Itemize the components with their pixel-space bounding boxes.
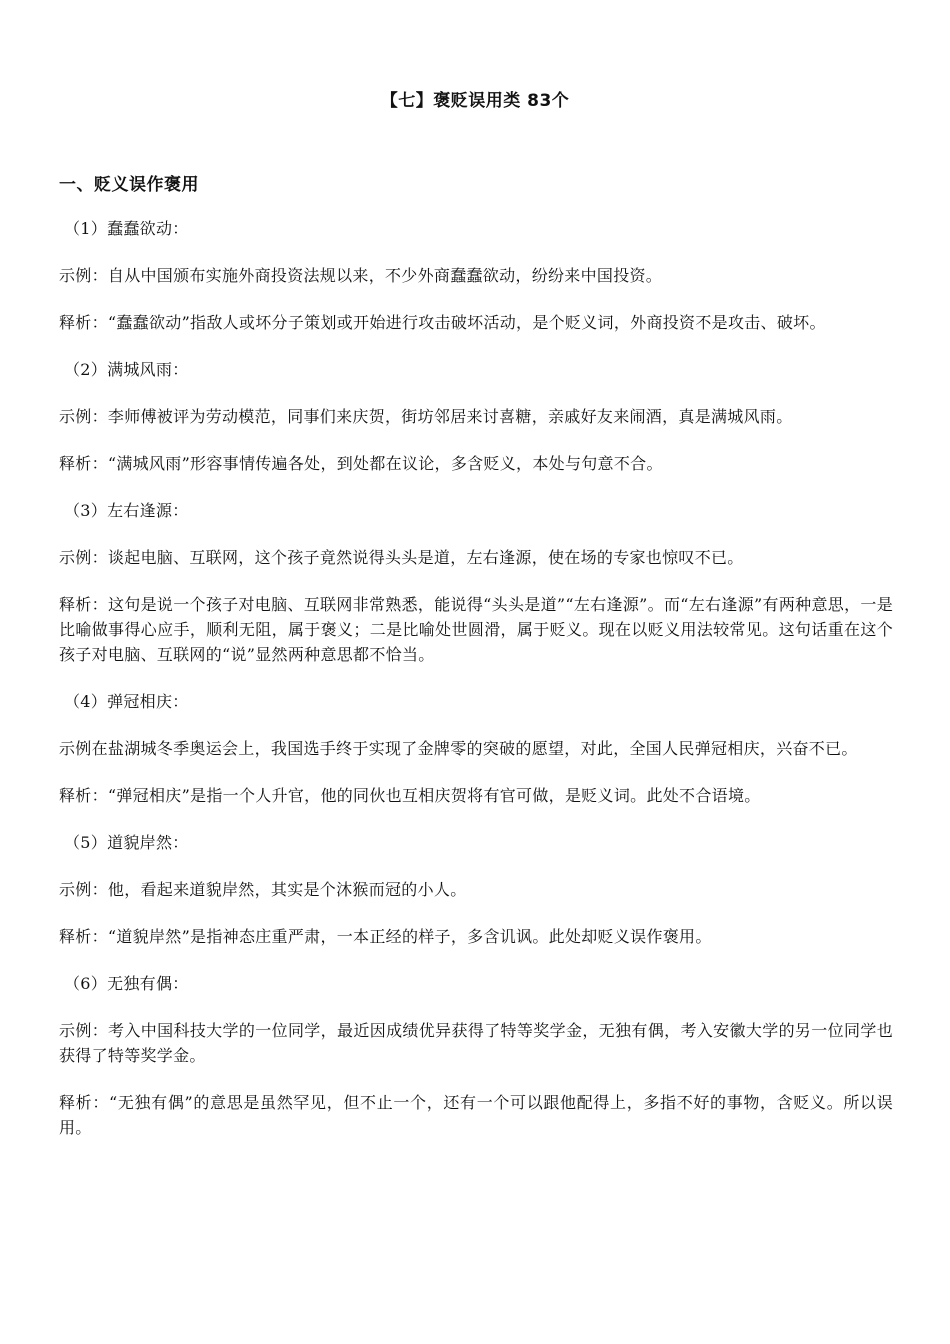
entry-5 bbox=[59, 830, 893, 949]
entry-example: 示例：李师傅被评为劳动模范，同事们来庆贺，街坊邻居来讨喜糖，亲戚好友来闹酒，真是满城风雨。 bbox=[59, 407, 793, 426]
entries-list bbox=[59, 216, 893, 1162]
entry-explanation: 释析：“蠢蠢欲动”指敌人或坏分子策划或开始进行攻击破坏活动，是个贬义词，外商投资不是攻击、破坏。 bbox=[59, 313, 826, 332]
entry-2 bbox=[59, 357, 893, 476]
entry-4 bbox=[59, 689, 893, 808]
entry-6 bbox=[59, 971, 893, 1140]
page-title: 【七】褒贬误用类 83个 bbox=[380, 91, 570, 111]
entry-explanation: 释析：“弹冠相庆”是指一个人升官，他的同伙也互相庆贺将有官可做，是贬义词。此处不合语境。 bbox=[59, 786, 761, 805]
entry-explanation: 释析：“满城风雨”形容事情传遍各处，到处都在议论，多含贬义，本处与句意不合。 bbox=[59, 454, 663, 473]
entry-explanation: 释析：“道貌岸然”是指神态庄重严肃，一本正经的样子，多含讥讽。此处却贬义误作褒用。 bbox=[59, 927, 712, 946]
entry-heading: （6）无独有偶： bbox=[64, 974, 189, 993]
entry-example: 示例在盐湖城冬季奥运会上，我国选手终于实现了金牌零的突破的愿望，对此，全国人民弹冠相庆，兴奋不已。 bbox=[59, 739, 858, 758]
entry-explanation: 释析：“无独有偶”的意思是虽然罕见，但不止一个，还有一个可以跟他配得上，多指不好的事物，含贬义。所以误用。 bbox=[59, 1093, 893, 1137]
section-heading: 一、贬义误作褒用 bbox=[59, 175, 199, 195]
entry-heading: （2）满城风雨： bbox=[64, 360, 189, 379]
entry-explanation: 释析：这句是说一个孩子对电脑、互联网非常熟悉，能说得“头头是道”“左右逢源”。而“左右逢源”有两种意思，一是比喻做事得心应手，顺利无阻，属于褒义；二是比喻处世圆滑，属于贬义。现在以贬义用法较常见。这句话重在这个孩子对电脑、互联网的“说”显然两种意思都不恰当。 bbox=[59, 595, 893, 664]
entry-example: 示例：谈起电脑、互联网，这个孩子竟然说得头头是道，左右逢源，使在场的专家也惊叹不已。 bbox=[59, 548, 744, 567]
entry-heading: （3）左右逢源： bbox=[64, 501, 189, 520]
entry-heading: （5）道貌岸然： bbox=[64, 833, 189, 852]
entry-example: 示例：自从中国颁布实施外商投资法规以来，不少外商蠢蠢欲动，纷纷来中国投资。 bbox=[59, 266, 663, 285]
entry-heading: （4）弹冠相庆： bbox=[64, 692, 189, 711]
entry-heading: （1）蠢蠢欲动： bbox=[64, 219, 189, 238]
entry-example: 示例：他，看起来道貌岸然，其实是个沐猴而冠的小人。 bbox=[59, 880, 467, 899]
entry-1 bbox=[59, 216, 893, 335]
entry-3 bbox=[59, 498, 893, 667]
entry-example: 示例：考入中国科技大学的一位同学，最近因成绩优异获得了特等奖学金，无独有偶，考入安徽大学的另一位同学也获得了特等奖学金。 bbox=[59, 1021, 893, 1065]
